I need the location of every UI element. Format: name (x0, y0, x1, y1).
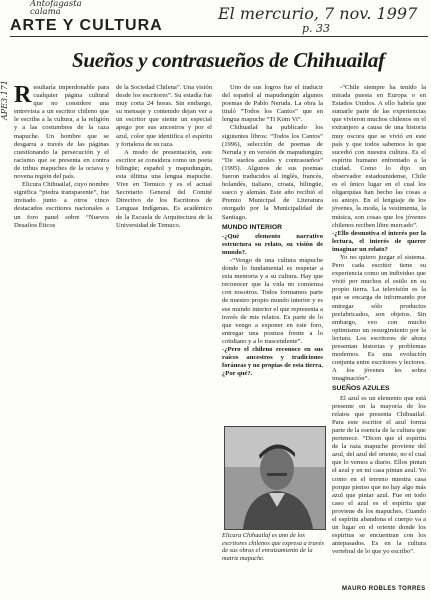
portrait-illustration (225, 427, 325, 529)
handwritten-note-location: Antofagasta calama (30, 0, 82, 17)
interview-question: -¿Ello desmotiva el interés por la lectura, el interés de querer imaginar un relato? (332, 229, 426, 253)
section-header: ARTE Y CULTURA (10, 17, 163, 34)
subheading: MUNDO INTERIOR (222, 223, 283, 231)
paragraph: A modo de presentación, este escritor se considera como un poeta bilingüe; español y mapudungún, esta última una lengua mapuche. Vive en Temuco y es el actual Secretario General del Comité Directivo de los Escritores de Lenguas Indígenas. Es académico de la Escuela de Arquitectura de la Universidad de Temuco. (116, 148, 212, 229)
article-column-1 (14, 84, 109, 230)
paragraph: El azul es un elemento que está presente en la mayoría de los relatos que presenta Chihuailaf. Para este escritor el azul forma parte de la esencia de la cultura que pertenece. “Dicen que el espíritu de la raza mapuche proviene del azul, del azul del oriente, no el cual que lo vemos a diario. Ellos pintan el azul y en mi casa pintan azul. Yo como en el terreno nuestra casa porque pienso que no hay algo más azul que pintar azul. Fue en todo caso el azul es el espíritu que proviene de los mapuches. Cuando el espíritu abandona el cuerpo va a un lugar en el oriente donde los espíritus se encuentran con los antepasados. Es en la cultura vertebral de lo que yo escribo”. (332, 394, 426, 556)
article-column-3 (222, 84, 323, 378)
handwritten-note-archive-code: APE3.171 (0, 80, 9, 120)
handwritten-note-source: El mercurio, 7 nov. 1997 (218, 4, 418, 23)
handwritten-note-page: p. 33 (302, 22, 331, 35)
paragraph: Yo no quiero juzgar el sistema. Pero cada escritor tiene su experiencia como un individuo que vivió por muchos el estilo en su propio tierra. La televisión es la que se encarga de informando por entregar sólo productos prefabricados, son objetos. Sin embargo, veo con mucho optimismo un resurgimiento por la lectura. Los escritores de ahora presentan historias y problemas modernos. Es una evolución conjunta entre escritores y lectores. A los jóvenes les sobra imaginación”. (332, 253, 426, 383)
section-rule (10, 36, 428, 37)
paragraph: Chihuailaf ha publicado los siguientes libros: “Todos los Cantos” (1996), selección de poemas de Neruda y en versión de mapudungún; “De sueños azules y contrasueños” (1995). Algunos de sus poemas fueron traducidos al inglés, francés, holandés, italiano, croata, bilingüe, sueco y alemán. Este año recibió el Premio Municipal de Literatura otorgado por la Municipalidad de Santiago. (222, 124, 323, 221)
interview-question: -¿Qué elemento narrativo estructura su relato, su visión de mundo?. (222, 232, 323, 256)
article-column-4 (332, 84, 426, 556)
paragraph: de la Sociedad Chilena”. Una visión desde los escritores”. Su estadía fue muy corta 24 horas. Sin embargo, su mensaje y contenido dejan ver a un escritor que siente un especial apego por sus ancestros y por el azul, color que identifica el espíritu y fortaleza de su raza. (116, 84, 212, 148)
photo-caption: Elicura Chihuailaf es uno de los escritores chilenos que expresa a través de sus obras el enraizamiento de la matriz mapuche. (222, 532, 324, 562)
paragraph: esultaría imperdonable para cualquier página cultural que no considere una entrevista a un escritor chileno que le escriba a la cultura, a la religión y a las costumbres de la raza mapuche. Un hombre que se desgarra a través de las páginas cuestionando la persecución y el racismo que se presenta en contra de tribus mapuches de la octava y novena región del país. (14, 84, 109, 181)
subheading: SUEÑOS AZULES (332, 385, 390, 393)
interview-question: -¿Pero el chileno reconoce en sus raíces ancestros y tradiciones foráneas y no propias de esta tierra. ¿Por qué?. (222, 346, 323, 378)
author-byline: MAURO ROBLES TORRES (342, 586, 426, 592)
author-photo (224, 426, 326, 530)
paragraph: -“Chile siempre ha tenido la mirada puesta en Europa o en Estados Unidos. A ello habría que sumarle parte de las experiencias que vivieron muchos chilenos en el extranjero a causa de una historia muy oscura que se vivió en este país y que todos sabemos lo que sucedió con nuestra cultura. Es el espíritu humano enfrentado a la ciudad. Como lo dijo un observador estadounidense, Chile es el único lugar en el cual los oligarquías han hecho las cosas a su antojo. En el lenguaje de los jóvenes, la moda, la vestimenta, la música, son cosas que los jóvenes chilenos reciben libre mercado”. (332, 84, 426, 229)
article-title: Sueños y contrasueños de Chihuailaf (72, 48, 385, 72)
drop-cap: R (14, 82, 32, 108)
paragraph: -“Vengo de una cultura mapuche donde lo fundamental es respetar a esta memoria y a su cultura. Hay que reconocer que la vida no comienza con nosotros. Todos formamos parte de nuestro propio mundo interior y es ese mundo interior el que representa a través de mis relatos. Es parte de lo que vengo a exponer en este foro, entregar una postura frente a lo cotidiano y a lo trascendente”. (222, 256, 323, 345)
paragraph: Elicura Chihuailaf, cuyo nombre significa “piedra transparente”, fue invitado junto a otros cinco destacados escritores nacionales a un foro panel sobre “Nuevos Desafíos Éticos (14, 181, 109, 229)
article-column-2 (116, 84, 212, 230)
paragraph: Uno de sus logros fue el traducir del español al mapudungún algunos poemas de Pablo Neruda. La obra la tituló “Todos los Cantos” que en lengua mapuche “Ti Kom Vi”. (222, 84, 323, 124)
